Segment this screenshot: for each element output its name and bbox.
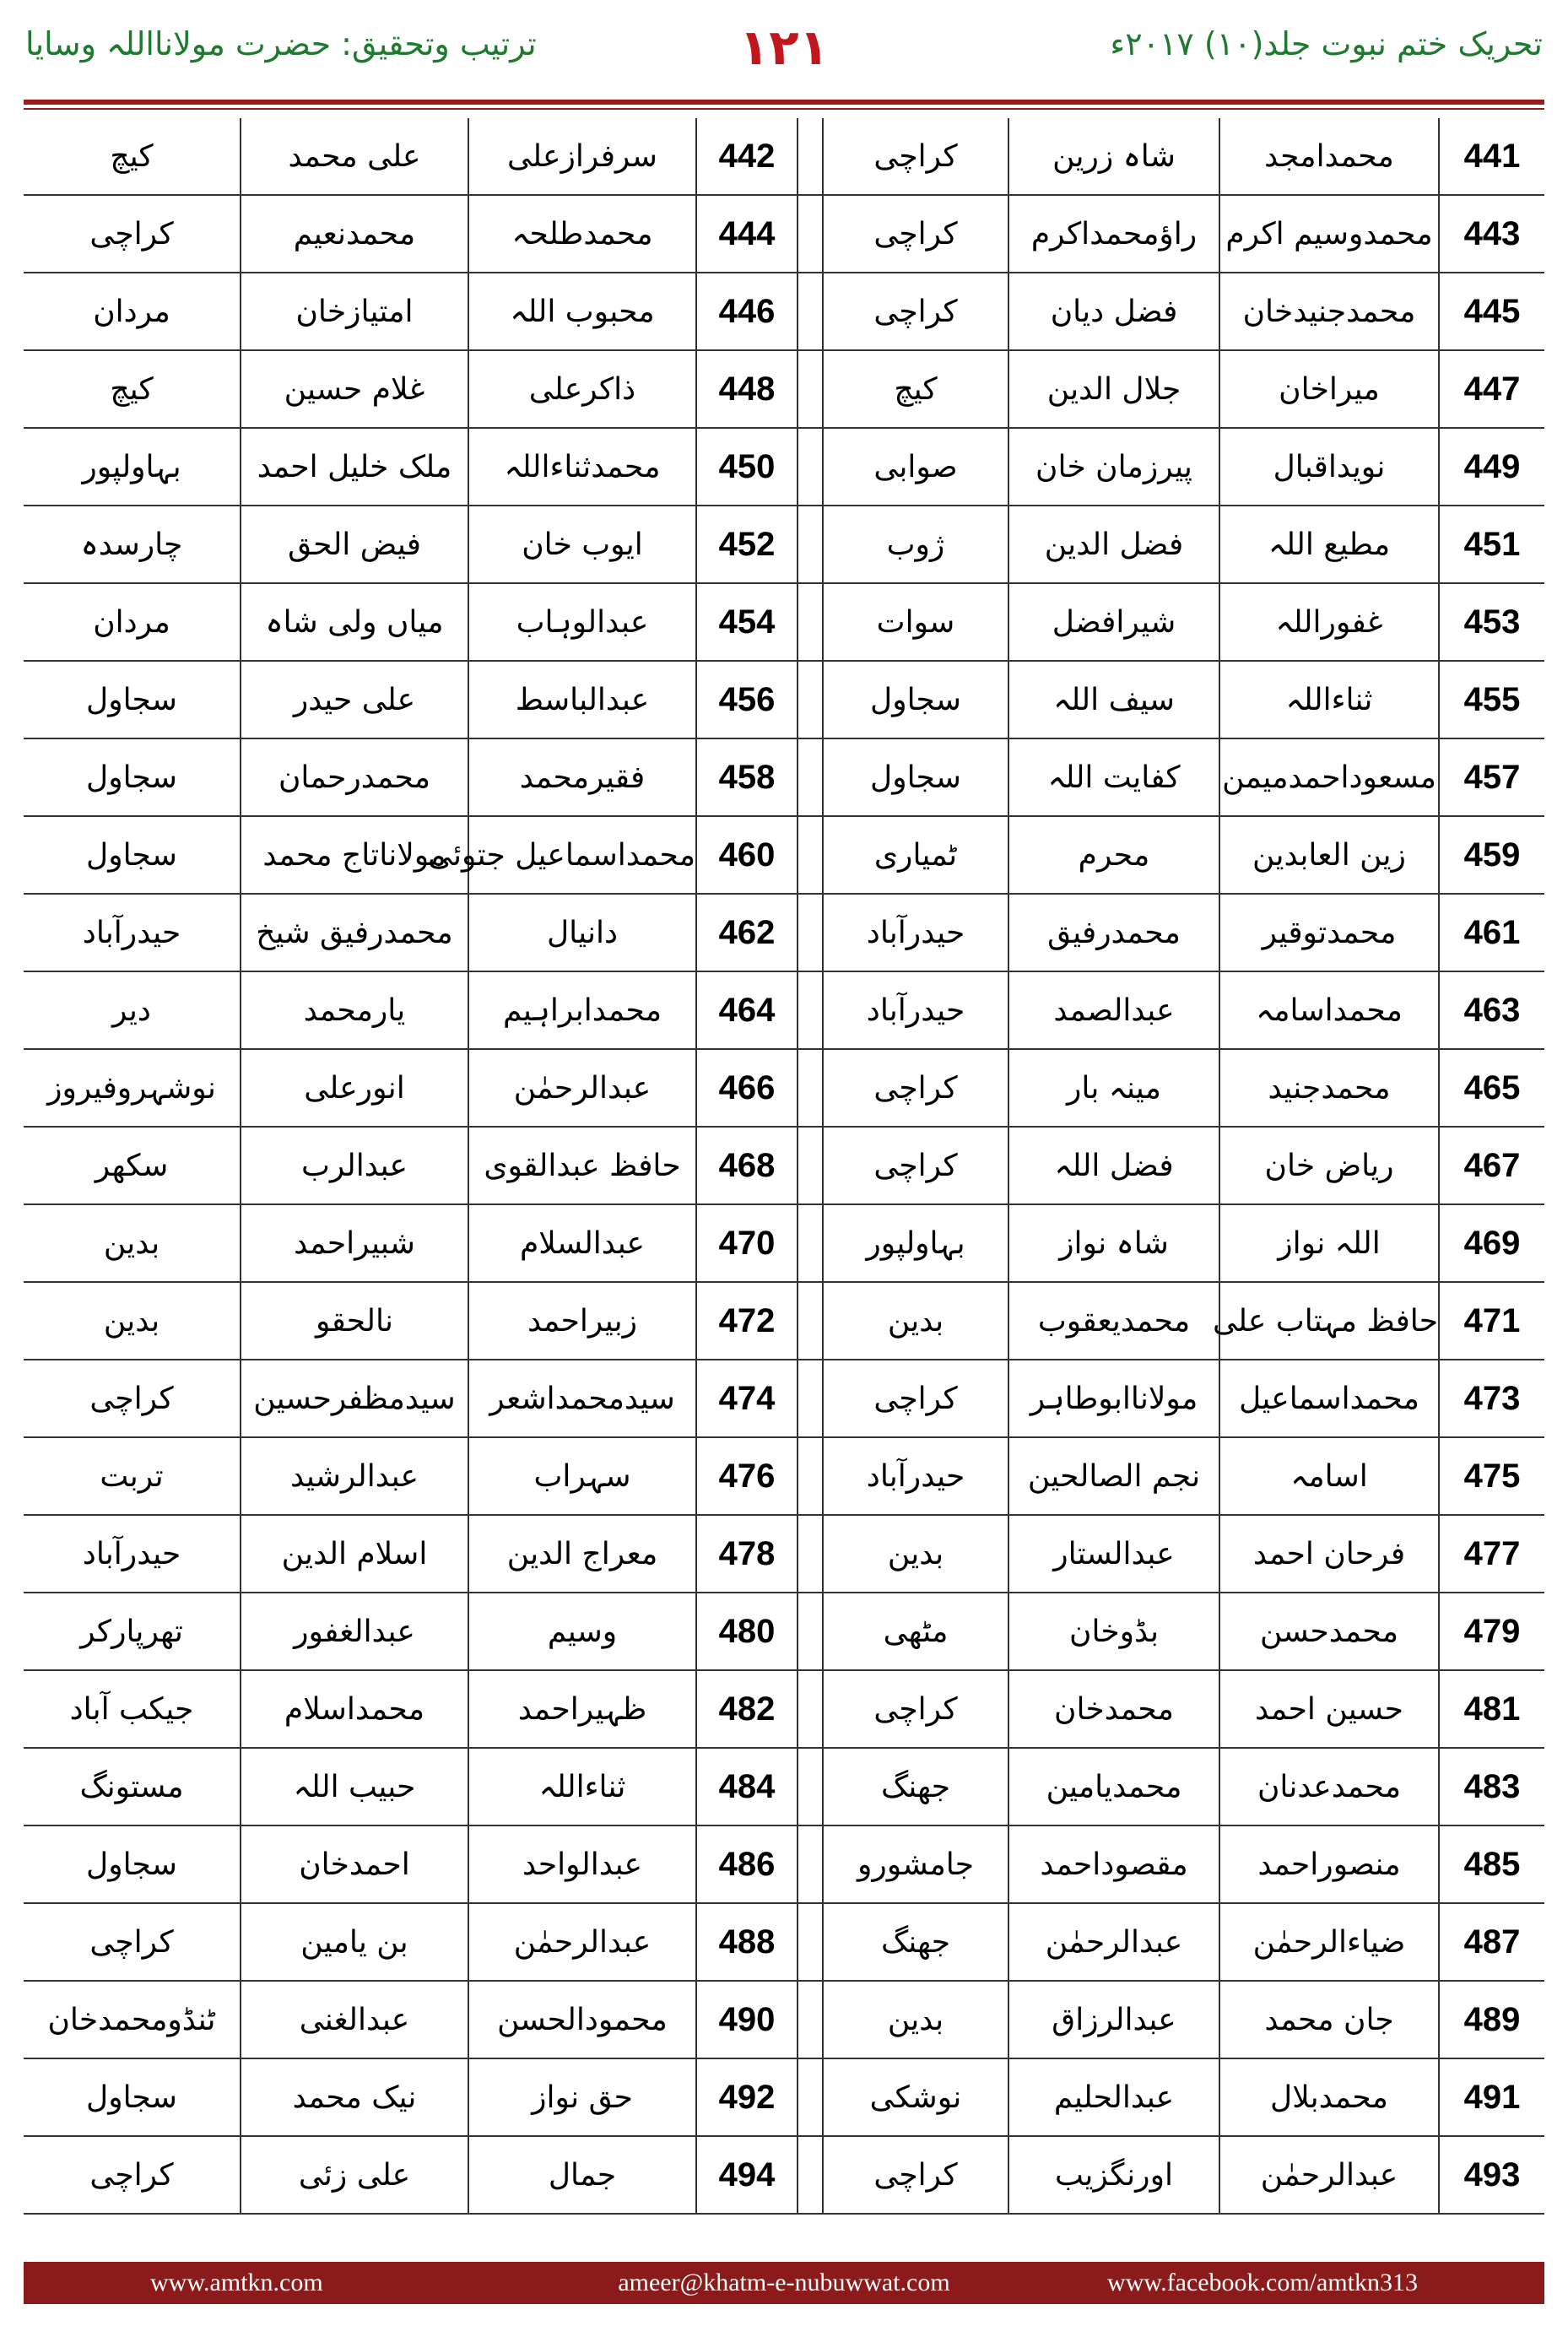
column-gap — [798, 118, 823, 195]
entry-number: 489 — [1439, 1981, 1544, 2058]
entry-name: ثناءاللہ — [468, 1748, 696, 1825]
entry-number: 494 — [696, 2136, 798, 2214]
entry-name: وسیم — [468, 1593, 696, 1670]
entry-city: کراچی — [823, 1049, 1008, 1127]
table-row — [24, 428, 1544, 506]
table-row — [24, 816, 1544, 894]
entry-father-name: نیک محمد — [241, 2058, 468, 2136]
entry-city: بدین — [24, 1282, 241, 1360]
entry-number: 468 — [696, 1127, 798, 1204]
entry-name: حق نواز — [468, 2058, 696, 2136]
table-row — [24, 1282, 1544, 1360]
table-row — [24, 894, 1544, 971]
entry-name: محمداسماعیل — [1219, 1360, 1439, 1437]
entry-name: سہراب — [468, 1437, 696, 1515]
entry-father-name: عبدالرحمٰن — [1008, 1903, 1219, 1981]
entry-city: بدین — [823, 1981, 1008, 2058]
entry-name: زبیراحمد — [468, 1282, 696, 1360]
column-gap — [798, 1903, 823, 1981]
book-title: تحریک ختم نبوت جلد(۱۰) ۲۰۱۷ء — [1110, 25, 1543, 62]
table-row — [24, 1204, 1544, 1282]
entry-father-name: ملک خلیل احمد — [241, 428, 468, 506]
entry-number: 474 — [696, 1360, 798, 1437]
entry-number: 455 — [1439, 661, 1544, 738]
entry-father-name: بڈوخان — [1008, 1593, 1219, 1670]
entry-name: محمداسماعیل جتوئی — [468, 816, 696, 894]
entry-number: 476 — [696, 1437, 798, 1515]
table-row — [24, 1981, 1544, 2058]
entry-name: معراج الدین — [468, 1515, 696, 1593]
entry-number: 488 — [696, 1903, 798, 1981]
entry-name: عبدالرحمٰن — [468, 1903, 696, 1981]
entry-city: ٹمیاری — [823, 816, 1008, 894]
entry-number: 442 — [696, 118, 798, 195]
entry-father-name: احمدخان — [241, 1825, 468, 1903]
entry-father-name: شاہ زرین — [1008, 118, 1219, 195]
entry-city: سجاول — [24, 1825, 241, 1903]
entry-name: محمدامجد — [1219, 118, 1439, 195]
entry-number: 472 — [696, 1282, 798, 1360]
entry-number: 479 — [1439, 1593, 1544, 1670]
entry-name: حسین احمد — [1219, 1670, 1439, 1748]
entry-father-name: علی زئی — [241, 2136, 468, 2214]
table-row — [24, 583, 1544, 661]
entry-name: حافظ عبدالقوی — [468, 1127, 696, 1204]
entry-city: ٹنڈومحمدخان — [24, 1981, 241, 2058]
column-gap — [798, 350, 823, 428]
entry-number: 473 — [1439, 1360, 1544, 1437]
entry-father-name: عبدالحلیم — [1008, 2058, 1219, 2136]
table-row — [24, 118, 1544, 195]
entry-city: ژوب — [823, 506, 1008, 583]
entry-number: 446 — [696, 273, 798, 350]
entry-name: غفوراللہ — [1219, 583, 1439, 661]
entry-number: 451 — [1439, 506, 1544, 583]
entry-number: 444 — [696, 195, 798, 273]
table-row — [24, 1437, 1544, 1515]
column-gap — [798, 1437, 823, 1515]
column-gap — [798, 1593, 823, 1670]
table-row — [24, 2136, 1544, 2214]
table-row — [24, 1748, 1544, 1825]
column-gap — [798, 1515, 823, 1593]
entry-number: 453 — [1439, 583, 1544, 661]
entry-father-name: مولاناتاج محمد — [241, 816, 468, 894]
column-gap — [798, 971, 823, 1049]
entry-city: بہاولپور — [823, 1204, 1008, 1282]
entry-number: 441 — [1439, 118, 1544, 195]
entry-number: 480 — [696, 1593, 798, 1670]
entry-city: حیدرآباد — [823, 971, 1008, 1049]
table-row — [24, 1515, 1544, 1593]
entry-city: حیدرآباد — [24, 1515, 241, 1593]
entry-number: 459 — [1439, 816, 1544, 894]
entry-number: 485 — [1439, 1825, 1544, 1903]
entry-city: کراچی — [24, 2136, 241, 2214]
entry-father-name: سیدمظفرحسین — [241, 1360, 468, 1437]
entry-number: 483 — [1439, 1748, 1544, 1825]
entry-father-name: انورعلی — [241, 1049, 468, 1127]
entry-number: 493 — [1439, 2136, 1544, 2214]
entry-father-name: محمدرحمان — [241, 738, 468, 816]
entry-father-name: بن یامین — [241, 1903, 468, 1981]
entry-city: کراچی — [24, 1903, 241, 1981]
table-row — [24, 738, 1544, 816]
entry-name: محمدثناءاللہ — [468, 428, 696, 506]
entry-name: محمدحسن — [1219, 1593, 1439, 1670]
table-row — [24, 2058, 1544, 2136]
entry-city: سجاول — [24, 738, 241, 816]
entry-father-name: محمدنعیم — [241, 195, 468, 273]
entry-name: محمدابراہیم — [468, 971, 696, 1049]
table-row — [24, 1670, 1544, 1748]
entry-name: ظہیراحمد — [468, 1670, 696, 1748]
entry-number: 471 — [1439, 1282, 1544, 1360]
table-row — [24, 195, 1544, 273]
entry-city: جیکب آباد — [24, 1670, 241, 1748]
entry-name: ذاکرعلی — [468, 350, 696, 428]
column-gap — [798, 195, 823, 273]
column-gap — [798, 428, 823, 506]
email-link[interactable]: ameer@khatm-e-nubuwwat.com — [618, 2269, 950, 2296]
entry-name: زین العابدین — [1219, 816, 1439, 894]
entry-number: 450 — [696, 428, 798, 506]
entry-father-name: شبیراحمد — [241, 1204, 468, 1282]
entry-city: بدین — [24, 1204, 241, 1282]
entry-number: 470 — [696, 1204, 798, 1282]
entry-number: 477 — [1439, 1515, 1544, 1593]
entry-name: محمدعدنان — [1219, 1748, 1439, 1825]
names-table-wrap — [24, 118, 1544, 2215]
entry-number: 443 — [1439, 195, 1544, 273]
entry-father-name: محمداسلام — [241, 1670, 468, 1748]
entry-number: 464 — [696, 971, 798, 1049]
entry-city: کراچی — [823, 118, 1008, 195]
entry-name: سیدمحمداشعر — [468, 1360, 696, 1437]
entry-city: دیر — [24, 971, 241, 1049]
entry-father-name: فضل الدین — [1008, 506, 1219, 583]
entry-name: جمال — [468, 2136, 696, 2214]
entry-father-name: فضل دیان — [1008, 273, 1219, 350]
entry-father-name: محمدیعقوب — [1008, 1282, 1219, 1360]
column-gap — [798, 2058, 823, 2136]
entry-city: سجاول — [24, 661, 241, 738]
entry-city: مستونگ — [24, 1748, 241, 1825]
entry-father-name: علی حیدر — [241, 661, 468, 738]
entry-city: حیدرآباد — [823, 1437, 1008, 1515]
entry-father-name: فیض الحق — [241, 506, 468, 583]
entry-city: مردان — [24, 583, 241, 661]
entry-father-name: اورنگزیب — [1008, 2136, 1219, 2214]
entry-number: 465 — [1439, 1049, 1544, 1127]
entry-number: 463 — [1439, 971, 1544, 1049]
table-row — [24, 1903, 1544, 1981]
entry-number: 482 — [696, 1670, 798, 1748]
entry-name: نویداقبال — [1219, 428, 1439, 506]
entry-father-name: علی محمد — [241, 118, 468, 195]
column-gap — [798, 2136, 823, 2214]
entry-city: سجاول — [24, 2058, 241, 2136]
entry-city: نوشکی — [823, 2058, 1008, 2136]
column-gap — [798, 894, 823, 971]
entry-father-name: شاہ نواز — [1008, 1204, 1219, 1282]
entry-name: محمدبلال — [1219, 2058, 1439, 2136]
entry-father-name: عبدالرزاق — [1008, 1981, 1219, 2058]
entry-father-name: شیرافضل — [1008, 583, 1219, 661]
entry-number: 478 — [696, 1515, 798, 1593]
entry-name: دانیال — [468, 894, 696, 971]
entry-name: عبدالرحمٰن — [1219, 2136, 1439, 2214]
entry-number: 454 — [696, 583, 798, 661]
entry-father-name: عبدالغنی — [241, 1981, 468, 2058]
entry-city: کراچی — [823, 1127, 1008, 1204]
entry-name: محمدتوقیر — [1219, 894, 1439, 971]
entry-city: حیدرآباد — [24, 894, 241, 971]
table-row — [24, 1593, 1544, 1670]
entry-father-name: فضل اللہ — [1008, 1127, 1219, 1204]
entry-father-name: یارمحمد — [241, 971, 468, 1049]
page-footer — [24, 2262, 1544, 2304]
entry-father-name: میاں ولی شاہ — [241, 583, 468, 661]
entry-father-name: عبدالستار — [1008, 1515, 1219, 1593]
table-row — [24, 661, 1544, 738]
entry-name: جان محمد — [1219, 1981, 1439, 2058]
entry-name: محمداسامہ — [1219, 971, 1439, 1049]
names-table — [24, 118, 1544, 2215]
column-gap — [798, 1127, 823, 1204]
entry-father-name: عبدالصمد — [1008, 971, 1219, 1049]
entry-city: جھنگ — [823, 1748, 1008, 1825]
entry-name: محمدجنید — [1219, 1049, 1439, 1127]
entry-number: 487 — [1439, 1903, 1544, 1981]
entry-father-name: محمدخان — [1008, 1670, 1219, 1748]
table-row — [24, 1825, 1544, 1903]
website-link[interactable]: www.amtkn.com — [150, 2269, 323, 2296]
entry-city: کراچی — [823, 2136, 1008, 2214]
entry-city: حیدرآباد — [823, 894, 1008, 971]
column-gap — [798, 1825, 823, 1903]
entry-father-name: مولاناابوطاہر — [1008, 1360, 1219, 1437]
entry-name: محمدطلحہ — [468, 195, 696, 273]
entry-city: سوات — [823, 583, 1008, 661]
entry-name: سرفرازعلی — [468, 118, 696, 195]
column-gap — [798, 1670, 823, 1748]
entry-city: بدین — [823, 1282, 1008, 1360]
entry-name: اسامہ — [1219, 1437, 1439, 1515]
entry-father-name: غلام حسین — [241, 350, 468, 428]
compiler-credit: ترتیب وتحقیق: حضرت مولانااللہ وسایا — [25, 25, 537, 62]
entry-name: میراخان — [1219, 350, 1439, 428]
entry-city: تھرپارکر — [24, 1593, 241, 1670]
table-row — [24, 1360, 1544, 1437]
entry-father-name: امتیازخان — [241, 273, 468, 350]
entry-city: مٹھی — [823, 1593, 1008, 1670]
entry-city: جھنگ — [823, 1903, 1008, 1981]
page-number: ۱۲۱ — [738, 19, 830, 76]
entry-city: سجاول — [24, 816, 241, 894]
entry-father-name: نجم الصالحین — [1008, 1437, 1219, 1515]
entry-name: عبدالسلام — [468, 1204, 696, 1282]
entry-number: 469 — [1439, 1204, 1544, 1282]
entry-name: ریاض خان — [1219, 1127, 1439, 1204]
entry-number: 448 — [696, 350, 798, 428]
column-gap — [798, 273, 823, 350]
entry-father-name: کفایت اللہ — [1008, 738, 1219, 816]
entry-name: مسعوداحمدمیمن — [1219, 738, 1439, 816]
entry-name: اللہ نواز — [1219, 1204, 1439, 1282]
entry-father-name: محمدیامین — [1008, 1748, 1219, 1825]
entry-number: 447 — [1439, 350, 1544, 428]
column-gap — [798, 1282, 823, 1360]
entry-name: مطیع اللہ — [1219, 506, 1439, 583]
entry-city: بدین — [823, 1515, 1008, 1593]
entry-number: 490 — [696, 1981, 798, 2058]
column-gap — [798, 506, 823, 583]
entry-father-name: عبدالرشید — [241, 1437, 468, 1515]
entry-father-name: محرم — [1008, 816, 1219, 894]
entry-name: ثناءاللہ — [1219, 661, 1439, 738]
entry-father-name: محمدرفیق شیخ — [241, 894, 468, 971]
entry-father-name: پیرزمان خان — [1008, 428, 1219, 506]
entry-father-name: اسلام الدین — [241, 1515, 468, 1593]
entry-city: کراچی — [823, 1670, 1008, 1748]
entry-city: کیچ — [24, 350, 241, 428]
entry-city: سجاول — [823, 738, 1008, 816]
entry-father-name: راؤمحمداکرم — [1008, 195, 1219, 273]
page-header — [0, 0, 1568, 101]
entry-name: حافظ مہتاب علی — [1219, 1282, 1439, 1360]
entry-number: 466 — [696, 1049, 798, 1127]
entry-city: کراچی — [823, 195, 1008, 273]
entry-name: محمدوسیم اکرم — [1219, 195, 1439, 273]
entry-number: 445 — [1439, 273, 1544, 350]
entry-father-name: عبدالرب — [241, 1127, 468, 1204]
entry-number: 491 — [1439, 2058, 1544, 2136]
entry-name: عبدالواحد — [468, 1825, 696, 1903]
entry-name: محمودالحسن — [468, 1981, 696, 2058]
entry-city: صوابی — [823, 428, 1008, 506]
entry-city: مردان — [24, 273, 241, 350]
entry-number: 492 — [696, 2058, 798, 2136]
column-gap — [798, 1748, 823, 1825]
entry-city: کیچ — [24, 118, 241, 195]
entry-city: کیچ — [823, 350, 1008, 428]
entry-number: 475 — [1439, 1437, 1544, 1515]
entry-father-name: نالحقو — [241, 1282, 468, 1360]
entry-city: چارسدہ — [24, 506, 241, 583]
entry-name: محمدجنیدخان — [1219, 273, 1439, 350]
column-gap — [798, 1049, 823, 1127]
entry-father-name: عبدالغفور — [241, 1593, 468, 1670]
facebook-link[interactable]: www.facebook.com/amtkn313 — [1107, 2269, 1418, 2296]
entry-number: 458 — [696, 738, 798, 816]
table-row — [24, 350, 1544, 428]
column-gap — [798, 1360, 823, 1437]
table-row — [24, 1049, 1544, 1127]
entry-name: ضیاءالرحمٰن — [1219, 1903, 1439, 1981]
entry-name: ایوب خان — [468, 506, 696, 583]
entry-name: عبدالوہاب — [468, 583, 696, 661]
entry-name: فرحان احمد — [1219, 1515, 1439, 1593]
entry-number: 481 — [1439, 1670, 1544, 1748]
entry-number: 461 — [1439, 894, 1544, 971]
entry-number: 456 — [696, 661, 798, 738]
header-rule-thin — [24, 108, 1544, 110]
table-row — [24, 971, 1544, 1049]
entry-father-name: حبیب اللہ — [241, 1748, 468, 1825]
entry-father-name: مینہ بار — [1008, 1049, 1219, 1127]
entry-name: عبدالباسط — [468, 661, 696, 738]
table-row — [24, 273, 1544, 350]
column-gap — [798, 1981, 823, 2058]
entry-city: نوشہروفیروز — [24, 1049, 241, 1127]
entry-city: کراچی — [24, 1360, 241, 1437]
entry-name: منصوراحمد — [1219, 1825, 1439, 1903]
table-row — [24, 506, 1544, 583]
column-gap — [798, 1204, 823, 1282]
entry-number: 484 — [696, 1748, 798, 1825]
table-row — [24, 1127, 1544, 1204]
entry-name: محبوب اللہ — [468, 273, 696, 350]
entry-number: 452 — [696, 506, 798, 583]
entry-number: 462 — [696, 894, 798, 971]
column-gap — [798, 816, 823, 894]
table-body — [24, 118, 1544, 2214]
entry-city: سکھر — [24, 1127, 241, 1204]
entry-city: سجاول — [823, 661, 1008, 738]
entry-city: کراچی — [823, 1360, 1008, 1437]
entry-city: کراچی — [24, 195, 241, 273]
entry-name: عبدالرحمٰن — [468, 1049, 696, 1127]
entry-name: فقیرمحمد — [468, 738, 696, 816]
header-rule-thick — [24, 100, 1544, 105]
entry-city: کراچی — [823, 273, 1008, 350]
entry-number: 460 — [696, 816, 798, 894]
entry-father-name: سیف اللہ — [1008, 661, 1219, 738]
entry-father-name: محمدرفیق — [1008, 894, 1219, 971]
entry-father-name: مقصوداحمد — [1008, 1825, 1219, 1903]
entry-city: بہاولپور — [24, 428, 241, 506]
column-gap — [798, 738, 823, 816]
entry-father-name: جلال الدین — [1008, 350, 1219, 428]
column-gap — [798, 661, 823, 738]
entry-city: تربت — [24, 1437, 241, 1515]
entry-number: 486 — [696, 1825, 798, 1903]
entry-number: 457 — [1439, 738, 1544, 816]
entry-city: جامشورو — [823, 1825, 1008, 1903]
entry-number: 467 — [1439, 1127, 1544, 1204]
column-gap — [798, 583, 823, 661]
entry-number: 449 — [1439, 428, 1544, 506]
